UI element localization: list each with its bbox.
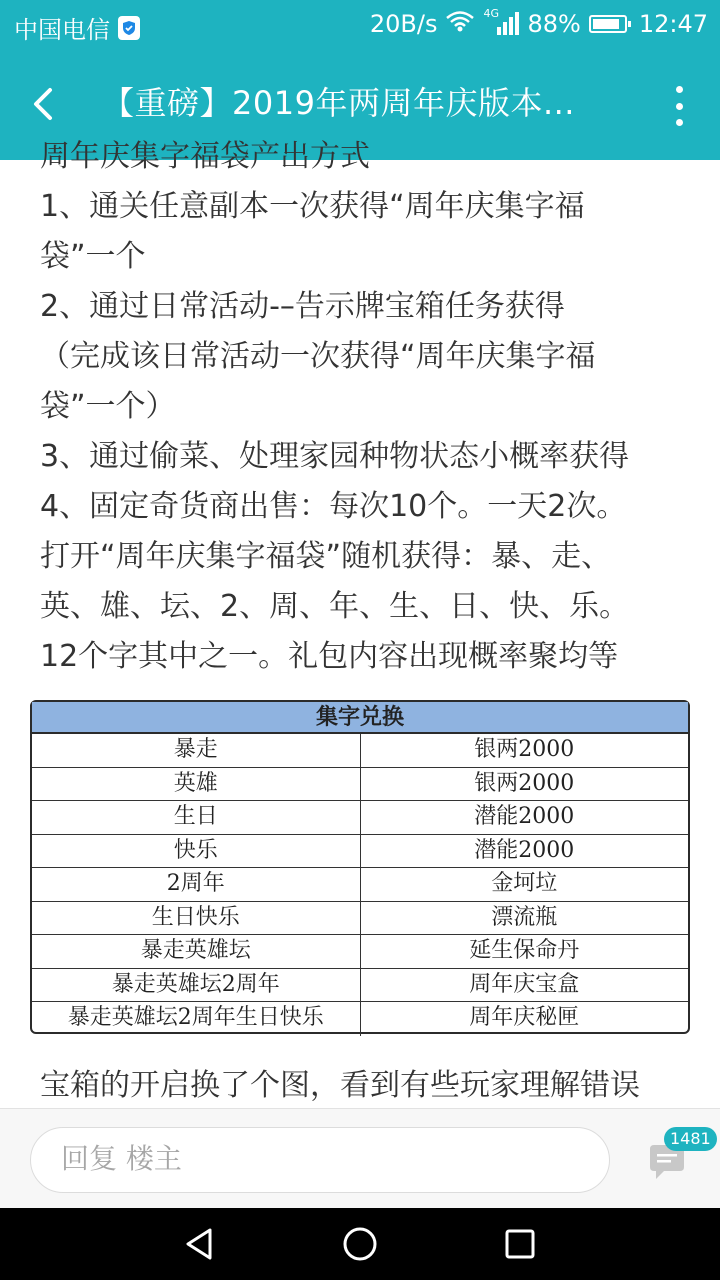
table-row (32, 868, 688, 902)
text-line: 3、通过偷菜、处理家园种物状态小概率获得 (40, 439, 630, 474)
table-cell-reward: 漂流瓶 (491, 904, 558, 930)
text-line: （完成该日常活动一次获得“周年庆集字福 (40, 339, 596, 374)
table-cell-characters: 暴走英雄坛2周年 (32, 969, 361, 1002)
table-header: 集字兑换 (32, 702, 688, 734)
table-cell-reward: 潜能2000 (474, 837, 575, 863)
nav-home-icon[interactable] (340, 1224, 380, 1264)
table-row (32, 768, 688, 802)
table-cell-reward: 银两2000 (474, 770, 575, 796)
page-title: 【重磅】2019年两周年庆版本... (102, 84, 575, 122)
table-cell-reward: 银两2000 (474, 737, 575, 762)
table-cell-characters: 生日 (32, 801, 361, 834)
reply-input[interactable]: 回复 楼主 (30, 1127, 610, 1193)
table-cell-characters: 暴走 (32, 734, 361, 767)
battery-percent: 88% (527, 10, 581, 38)
wifi-icon (445, 10, 475, 38)
table-cell-reward: 延生保命丹 (469, 938, 580, 963)
exchange-table-image[interactable] (30, 700, 690, 1034)
text-line: 英、雄、坛、2、周、年、生、日、快、乐。 (40, 589, 630, 624)
table-cell-characters: 快乐 (32, 835, 361, 868)
more-options-icon[interactable] (674, 86, 684, 126)
reply-bar (0, 1108, 720, 1209)
system-nav-bar (0, 1208, 720, 1280)
nav-back-icon[interactable] (180, 1224, 220, 1264)
table-row (32, 801, 688, 835)
table-cell-characters: 生日快乐 (32, 902, 361, 935)
text-line: 1、通关任意副本一次获得“周年庆集字福 (40, 189, 585, 224)
comment-count-badge: 1481 (664, 1127, 717, 1151)
back-arrow-icon[interactable] (20, 80, 68, 128)
table-row (32, 902, 688, 936)
table-cell-reward: 金坷垃 (491, 871, 558, 896)
table-row (32, 969, 688, 1003)
network-speed: 20B/s (369, 10, 438, 38)
network-type: 4G (483, 7, 500, 20)
table-cell-characters: 英雄 (32, 768, 361, 801)
article-text (40, 132, 680, 682)
battery-icon (589, 15, 627, 33)
table-cell-characters: 2周年 (32, 868, 361, 901)
table-cell-reward: 潜能2000 (474, 804, 575, 829)
article-text-continued: 宝箱的开启换了个图，看到有些玩家理解错误 (40, 1068, 640, 1103)
nav-recents-icon[interactable] (500, 1224, 540, 1264)
carrier-label: 中国电信 (14, 16, 110, 44)
text-line: 袋”一个） (40, 389, 176, 424)
table-row (32, 1002, 688, 1036)
text-line: 4、固定奇货商出售：每次10个。一天2次。 (40, 489, 627, 524)
table-cell-reward: 周年庆秘匣 (469, 1005, 580, 1030)
status-bar (0, 0, 720, 50)
signal-icon (483, 7, 519, 37)
text-line: 周年庆集字福袋产出方式 (40, 139, 370, 174)
table-cell-reward: 周年庆宝盒 (469, 971, 580, 997)
table-body (32, 734, 688, 1036)
text-line: 打开“周年庆集字福袋”随机获得：暴、走、 (40, 539, 612, 574)
table-row (32, 835, 688, 869)
battery-level (593, 19, 619, 29)
table-cell-characters: 暴走英雄坛2周年生日快乐 (32, 1002, 361, 1036)
table-row (32, 935, 688, 969)
table-cell-characters: 暴走英雄坛 (32, 935, 361, 968)
text-line: 袋”一个 (40, 239, 146, 274)
text-line: 12个字其中之一。礼包内容出现概率聚均等 (40, 639, 619, 674)
article-content[interactable] (0, 139, 720, 1108)
clock: 12:47 (638, 10, 708, 38)
text-line: 2、通过日常活动-–告示牌宝箱任务获得 (40, 289, 565, 324)
table-row (32, 734, 688, 768)
security-shield-icon (118, 16, 140, 40)
